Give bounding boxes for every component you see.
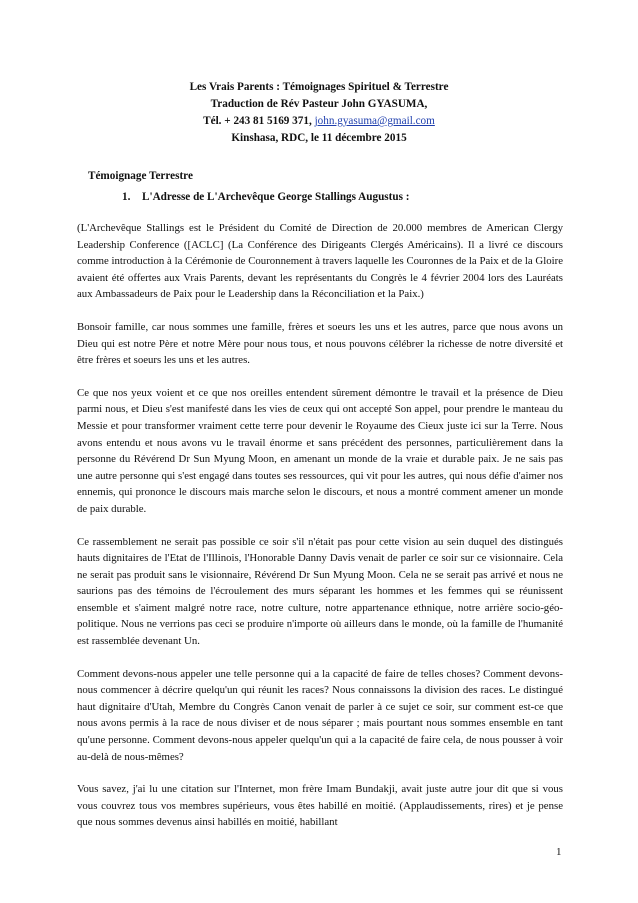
numbered-heading	[122, 191, 409, 203]
section-title: Témoignage Terrestre	[88, 170, 193, 182]
header-contact	[0, 113, 638, 130]
paragraph: Vous savez, j'ai lu une citation sur l'Internet, mon frère Imam Bundakji, avait juste autre jour dit que si vous vous couvrez tous vos membres supérieurs, vous êtes habillé en moitié. (Applaudissements, rires) et je pense que nous sommes devenus ainsi habillés en moitié, habillant	[77, 783, 563, 829]
header-translator: Traduction de Rév Pasteur John GYASUMA,	[210, 98, 428, 110]
header-phone: Tél. + 243 81 5169 371,	[203, 115, 312, 127]
paragraph-intro: (L'Archevêque Stallings est le Président du Comité de Direction de 20.000 membres de American Clergy Leadership Conference ([ACLC] (La Conférence des Dirigeants Clergés Américains). Il a livré ce discours comme introduction à la Cérémonie de Couronnement à travers laquelle les Couronnes de la Paix et de la Gloire avaient été offertes aux Vrais Parents, devant les représentants du Congrès le 4 février 2004 lors des Lauréats aux Ambassadeurs de Paix pour le Leadership dans la Réconciliation et la Paix.)	[77, 222, 563, 301]
page-number: 1	[556, 846, 562, 858]
header-location-date: Kinshasa, RDC, le 11 décembre 2015	[231, 132, 407, 144]
paragraph: Comment devons-nous appeler une telle personne qui a la capacité de faire de telles choses? Comment devons-nous commencer à décrire quelqu'un qui réunit les races? Nous connaissons la division des races. Le distingué haut dignitaire d'Utah, Membre du Congrès Canon venait de parler à ce sujet ce soir, sur comment est-ce que nous avons permis à la race de nous diviser et de nous séparer ; mais pourtant nous sommes ensemble en tant qu'une personne. Comment devons-nous appeler quelqu'un qui a la capacité de faire cela, de nous pousser à voir au-delà de nous-mêmes?	[77, 667, 563, 763]
paragraph: Ce rassemblement ne serait pas possible ce soir s'il n'était pas pour cette vision au sein duquel des distingués hauts dignitaires de l'Etat de l'Illinois, l'Honorable Danny Davis venait de parler ce soir sur ce visionnaire. Cela ne serait pas produit sans le visionnaire, Révérend Dr Sun Myung Moon. Cela ne se serait pas arrivé et nous ne saurions pas des témoins de l'écroulement des murs séparant les hommes et les femmes qui se réunissent ensemble et s'aiment malgré notre race, notre culture, notre appartenance ethnique, notre arrière socio-géo-politique. Nous ne verrions pas ceci se produire n'importe où ailleurs dans le monde, où la famille de l'humanité est rassemblée devenant Un.	[77, 535, 563, 648]
paragraph: Bonsoir famille, car nous sommes une famille, frères et soeurs les uns et les autres, parce que nous avons un Dieu qui est notre Père et notre Mère pour nous tous, et nous pouvons célébrer la richesse de notre diversité et être frères et soeurs les uns et les autres.	[77, 320, 563, 367]
header-title: Les Vrais Parents : Témoignages Spirituel & Terrestre	[189, 81, 449, 93]
numbered-heading-text: L'Adresse de L'Archevêque George Stallings Augustus :	[142, 191, 410, 203]
header-email-link[interactable]: john.gyasuma@gmail.com	[314, 115, 435, 127]
list-number: 1.	[122, 191, 131, 203]
document-header	[0, 79, 638, 147]
paragraph: Ce que nos yeux voient et ce que nos oreilles entendent sûrement démontre le travail et la présence de Dieu parmi nous, et Dieu s'est manifesté dans les vies de ceux qui ont accepté Son appel, pour prendre le manteau du Messie et pour transformer vraiment cette terre pour devenir le Royaume des Cieux juste ici sur la Terre. Nous avons entendu et nous avons vu le travail énorme et sans précédent des personnes, particulièrement dans la personne du Révérend Dr Sun Myung Moon, en amenant un monde de la vraie et durable paix. Je ne sais pas une autre personne qui s'est engagé dans toutes ses ressources, qui vit pour les autres, qui nous défie d'aimer nos ennemis, qui prononce le discours mais marche selon le discours, et nous a montré comment amener un monde de paix durable.	[77, 386, 563, 515]
document-body	[77, 220, 563, 847]
